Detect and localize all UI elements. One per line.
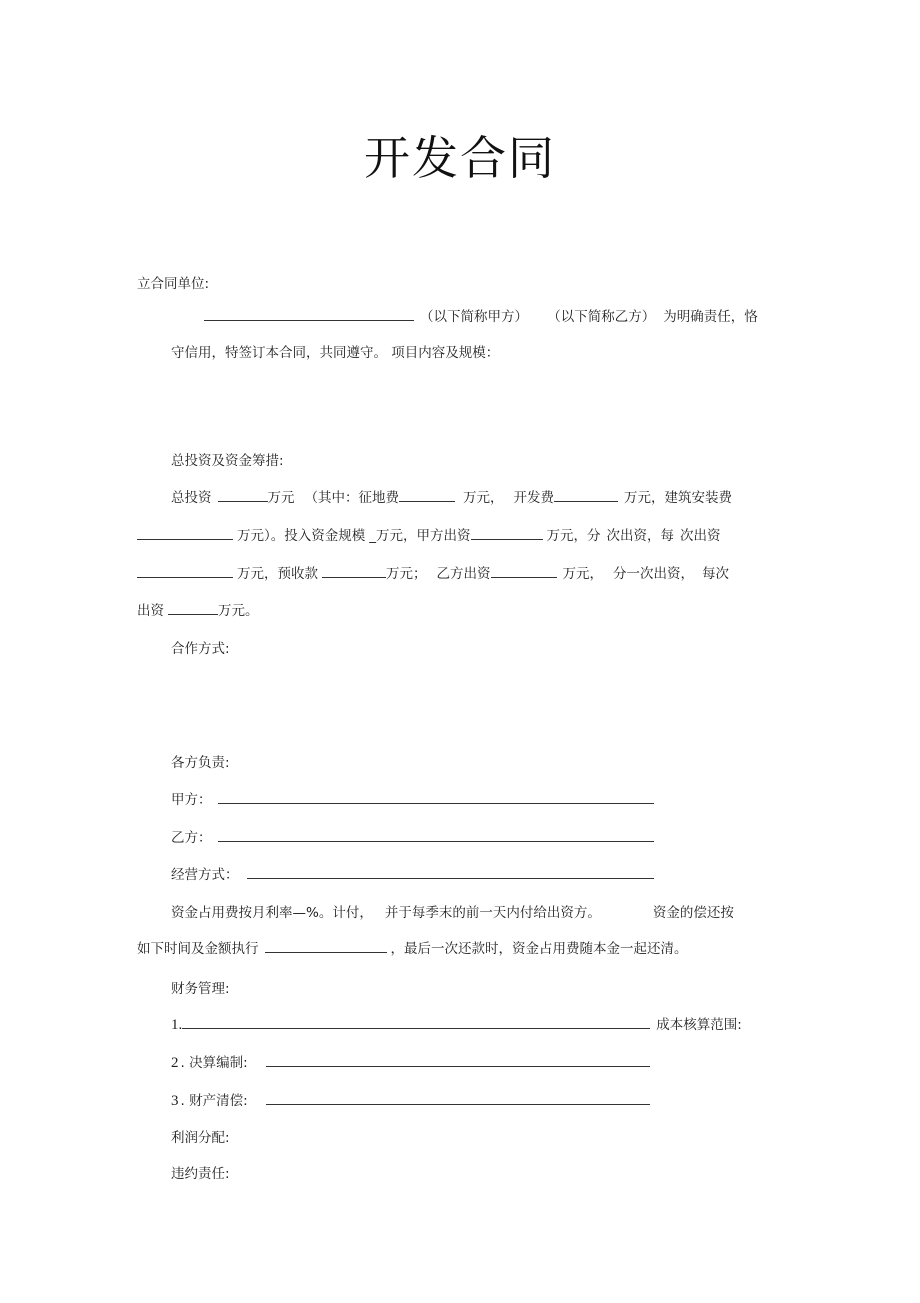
liability-heading: 违约责任: <box>171 1166 230 1182</box>
unit-label: 万元。 <box>218 603 259 619</box>
final-repayment-text: ，最后一次还款时，资金占用费随本金一起还清。 <box>390 941 688 957</box>
investment-line-2 <box>137 526 721 546</box>
dev-fee-label: 开发费 <box>513 490 554 506</box>
investment-heading: 总投资及资金筹措: <box>171 453 284 469</box>
repayment-schedule-label: 如下时间及金额执行 <box>137 941 259 957</box>
parties-label: 立合同单位: <box>137 276 210 292</box>
times-label: 分一次出资， <box>613 566 694 582</box>
land-fee-label: （其中：征地费 <box>304 490 399 506</box>
party-a-responsibility-blank <box>218 790 654 804</box>
cooperation-heading: 合作方式: <box>171 641 230 657</box>
finance-item-3 <box>171 1091 650 1111</box>
responsibility-heading: 各方负责: <box>171 755 230 771</box>
party-a-short: （以下简称甲方） <box>420 309 528 325</box>
contribution-blank <box>168 601 218 615</box>
item-number: 3 <box>171 1093 179 1109</box>
party-b-contribution-label: 乙方出资 <box>436 566 491 582</box>
times-label: 次出资，每 <box>606 528 674 544</box>
final-accounts-label: . 决算编制: <box>180 1055 248 1071</box>
each-installment-label: 次出资 <box>680 528 721 544</box>
installment-amount-blank <box>137 564 233 578</box>
party-b-short: （以下简称乙方） <box>554 309 656 325</box>
unit-label: 万元， <box>463 490 504 506</box>
investment-scale-label: 万元）。投入资金规模 <box>237 528 366 544</box>
construction-fee-blank <box>137 526 233 540</box>
unit-label: 万元； <box>386 566 427 582</box>
prepayment-label: 万元，预收款 <box>237 566 318 582</box>
contribution-label: 出资 <box>137 603 164 619</box>
investment-line-3 <box>137 564 729 584</box>
dev-fee-blank <box>554 488 618 502</box>
each-time-label: 每次 <box>702 566 729 582</box>
funding-line-2 <box>137 939 688 959</box>
party-a-name-blank <box>204 307 414 321</box>
investment-line-4 <box>137 601 259 621</box>
total-investment-label: 总投资 <box>171 490 212 506</box>
total-investment-blank <box>218 488 268 502</box>
profit-heading: 利润分配: <box>171 1130 230 1146</box>
page-title: 开发合同 <box>364 131 556 185</box>
repayment-text: 资金的偿还按 <box>652 905 734 921</box>
intro-line-1 <box>204 307 758 327</box>
operation-mode-label: 经营方式： <box>171 867 239 883</box>
party-b-responsibility <box>171 828 654 848</box>
party-a-responsibility <box>171 790 654 810</box>
party-b-responsibility-blank <box>218 828 654 842</box>
unit-label: 万元 <box>267 490 295 506</box>
cost-accounting-scope-label: 成本核算范围: <box>656 1017 742 1033</box>
party-a-label: 甲方： <box>171 792 212 808</box>
asset-settlement-blank <box>266 1091 650 1105</box>
land-fee-blank <box>399 488 455 502</box>
party-b-contribution-blank <box>491 564 557 578</box>
item-number: 1. <box>171 1017 183 1033</box>
finance-item-1 <box>171 1015 742 1035</box>
construction-fee-label: 万元，建筑安装费 <box>624 490 732 506</box>
purpose-text: 为明确责任，恪 <box>663 309 758 325</box>
asset-settlement-label: . 财产清偿: <box>180 1093 248 1109</box>
interest-rate-text: 资金占用费按月利率—%。计付， <box>171 905 373 921</box>
final-accounts-blank <box>266 1053 650 1067</box>
payment-timing-text: 并于每季末的前一天内付给出资方。 <box>384 905 601 921</box>
party-a-contribution-blank <box>471 526 543 540</box>
finance-item-2 <box>171 1053 650 1073</box>
installments-label: 万元，分 <box>546 528 601 544</box>
party-a-contribution-label: _万元，甲方出资 <box>369 528 471 544</box>
unit-label: 万元， <box>562 566 603 582</box>
intro-line-2: 守信用，特签订本合同，共同遵守。 项目内容及规模： <box>171 345 500 361</box>
investment-line-1 <box>171 488 732 508</box>
item-number: 2 <box>171 1055 179 1071</box>
operation-mode <box>171 865 654 885</box>
repayment-schedule-blank <box>265 939 387 953</box>
party-b-label: 乙方： <box>171 830 212 846</box>
finance-heading: 财务管理: <box>171 981 230 997</box>
operation-mode-blank <box>247 865 654 879</box>
finance-item-1-blank <box>182 1015 650 1029</box>
funding-line-1 <box>171 903 734 923</box>
prepayment-blank <box>322 564 386 578</box>
